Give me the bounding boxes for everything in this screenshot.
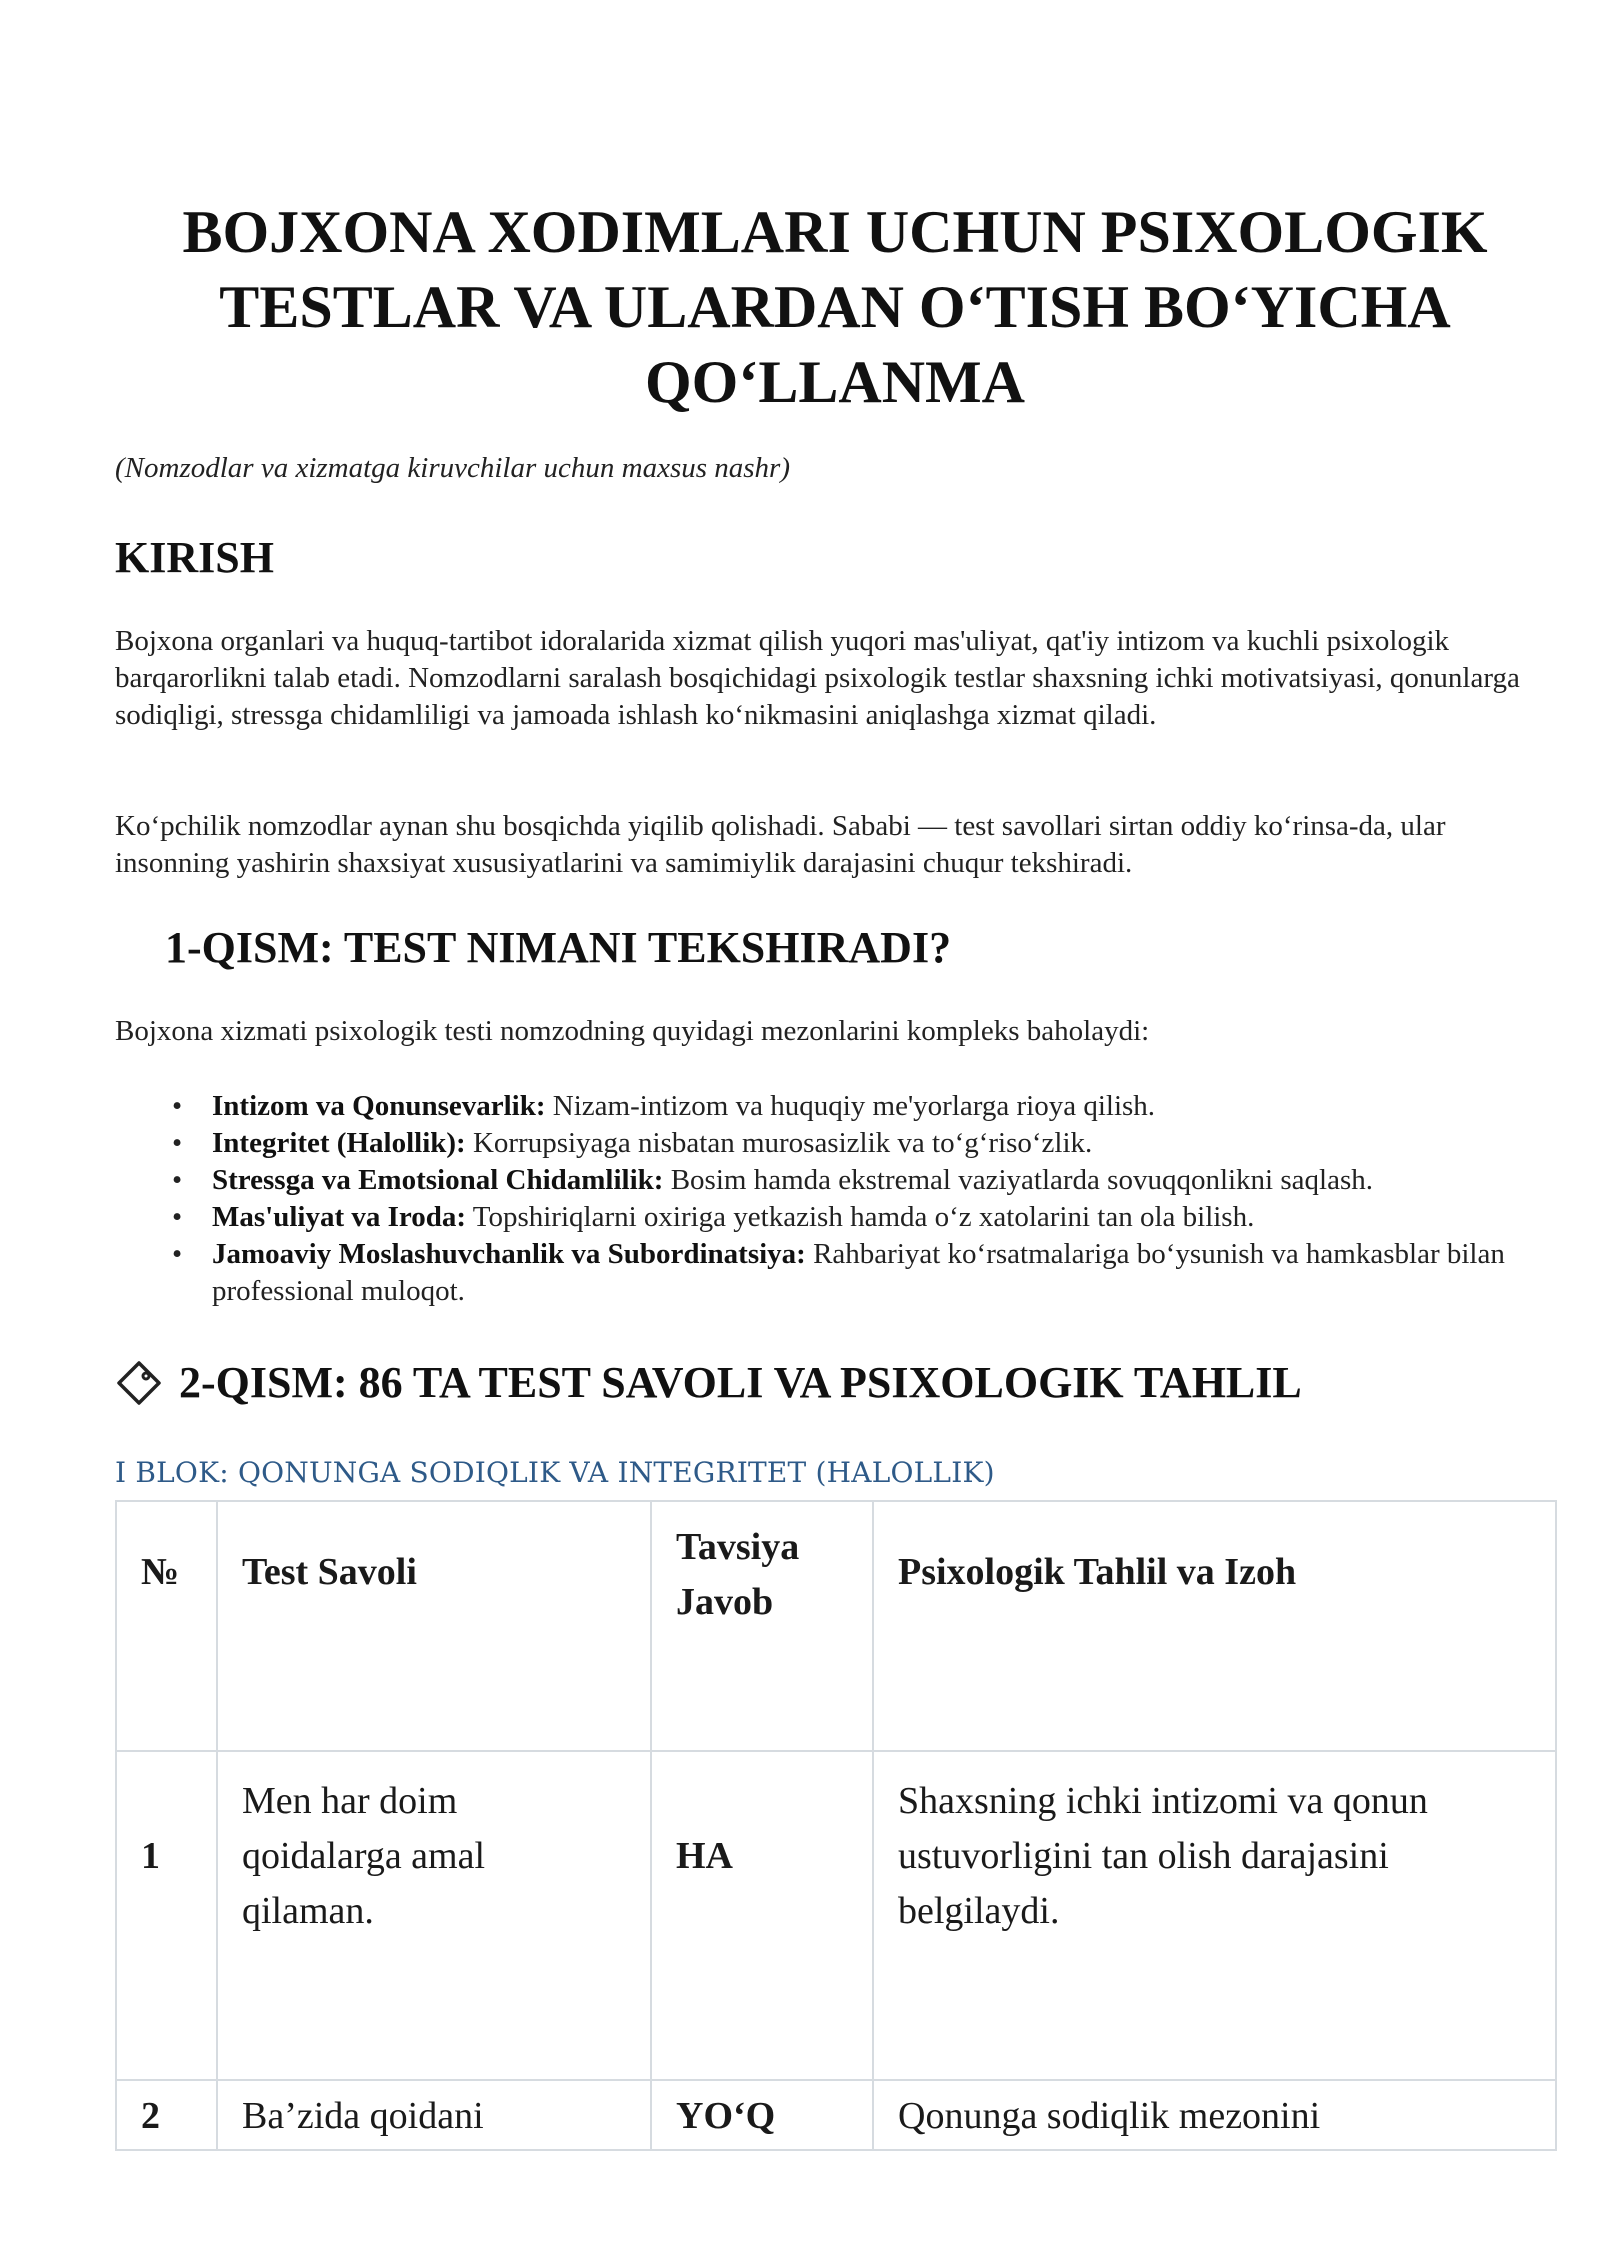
bullet-icon: • <box>172 1090 183 1122</box>
table-row <box>116 1751 1556 2080</box>
row-number: 1 <box>116 1751 217 2080</box>
criteria-desc: Rahbariyat ko‘rsatmalariga bo‘ysunish va hamkasblar bilan professional muloqot. <box>212 1238 1505 1307</box>
tag-icon <box>115 1359 163 1407</box>
row-answer: YO‘Q <box>651 2080 873 2150</box>
document-subtitle: (Nomzodlar va xizmatga kiruvchilar uchun maxsus nashr) <box>115 452 791 484</box>
list-item <box>172 1088 1555 1125</box>
bullet-icon: • <box>172 1164 183 1196</box>
row-analysis: Qonunga sodiqlik mezonini <box>873 2080 1556 2150</box>
part1-lead: Bojxona xizmati psixologik testi nomzodning quyidagi mezonlarini kompleks baholaydi: <box>115 1015 1150 1047</box>
criteria-desc: Topshiriqlarni oxiriga yetkazish hamda o‘z xatolarini tan ola bilish. <box>466 1201 1255 1233</box>
criteria-term: Jamoaviy Moslashuvchanlik va Subordinatsiya: <box>212 1238 806 1270</box>
criteria-list <box>115 1088 1555 1310</box>
intro-heading: KIRISH <box>115 533 274 582</box>
criteria-desc: Korrupsiyaga nisbatan murosasizlik va to‘g‘riso‘zlik. <box>465 1127 1093 1159</box>
criteria-term: Mas'uliyat va Iroda: <box>212 1201 467 1233</box>
list-item <box>172 1199 1555 1236</box>
row-analysis: Shaxsning ichki intizomi va qonun ustuvorligini tan olish darajasini belgilaydi. <box>873 1751 1556 2080</box>
bullet-icon: • <box>172 1238 183 1270</box>
intro-paragraph-2: Ko‘pchilik nomzodlar aynan shu bosqichda yiqilib qolishadi. Sababi — test savollari sirtan oddiy ko‘rinsa-da, ular insonning yashirin shaxsiyat xususiyatlarini va samimiylik darajasini chuqur tekshiradi. <box>115 810 1446 879</box>
table-row <box>116 2080 1556 2150</box>
part1-heading: 1-QISM: TEST NIMANI TEKSHIRADI? <box>165 923 952 972</box>
test-table <box>115 1500 1557 2151</box>
header-answer: Tavsiya Javob <box>651 1501 873 1751</box>
criteria-term: Stressga va Emotsional Chidamlilik: <box>212 1164 664 1196</box>
block-label: I BLOK: QONUNGA SODIQLIK VA INTEGRITET (HALOLLIK) <box>115 1456 995 1489</box>
row-answer: HA <box>651 1751 873 2080</box>
bullet-icon: • <box>172 1127 183 1159</box>
header-question: Test Savoli <box>217 1501 651 1751</box>
row-question: Men har doim qoidalarga amal qilaman. <box>217 1751 651 2080</box>
list-item <box>172 1162 1555 1199</box>
row-question: Ba’zida qoidani <box>217 2080 651 2150</box>
intro-paragraph-1: Bojxona organlari va huquq-tartibot idoralarida xizmat qilish yuqori mas'uliyat, qat'iy intizom va kuchli psixologik barqarorlikni talab etadi. Nomzodlarni saralash bosqichidagi psixologik testlar shaxsning ichki motivatsiyasi, qonunlarga sodiqligi, stressga chidamliligi va jamoada ishlash ko‘nikmasini aniqlashga xizmat qiladi. <box>115 625 1520 731</box>
criteria-desc: Bosim hamda ekstremal vaziyatlarda sovuqqonlikni saqlash. <box>663 1164 1373 1196</box>
criteria-desc: Nizam-intizom va huquqiy me'yorlarga rioya qilish. <box>545 1090 1156 1122</box>
part2-heading-text: 2-QISM: 86 TA TEST SAVOLI VA PSIXOLOGIK TAHLIL <box>179 1358 1302 1407</box>
header-number: № <box>116 1501 217 1751</box>
header-analysis: Psixologik Tahlil va Izoh <box>873 1501 1556 1751</box>
table-header-row <box>116 1501 1556 1751</box>
criteria-term: Integritet (Halollik): <box>212 1127 466 1159</box>
bullet-icon: • <box>172 1201 183 1233</box>
document-title: BOJXONA XODIMLARI UCHUN PSIXOLOGIK TESTLAR VA ULARDAN O‘TISH BO‘YICHA QO‘LLANMA <box>182 199 1488 415</box>
row-number: 2 <box>116 2080 217 2150</box>
list-item <box>172 1236 1555 1310</box>
part2-heading <box>115 1357 1302 1408</box>
criteria-term: Intizom va Qonunsevarlik: <box>212 1090 546 1122</box>
list-item <box>172 1125 1555 1162</box>
